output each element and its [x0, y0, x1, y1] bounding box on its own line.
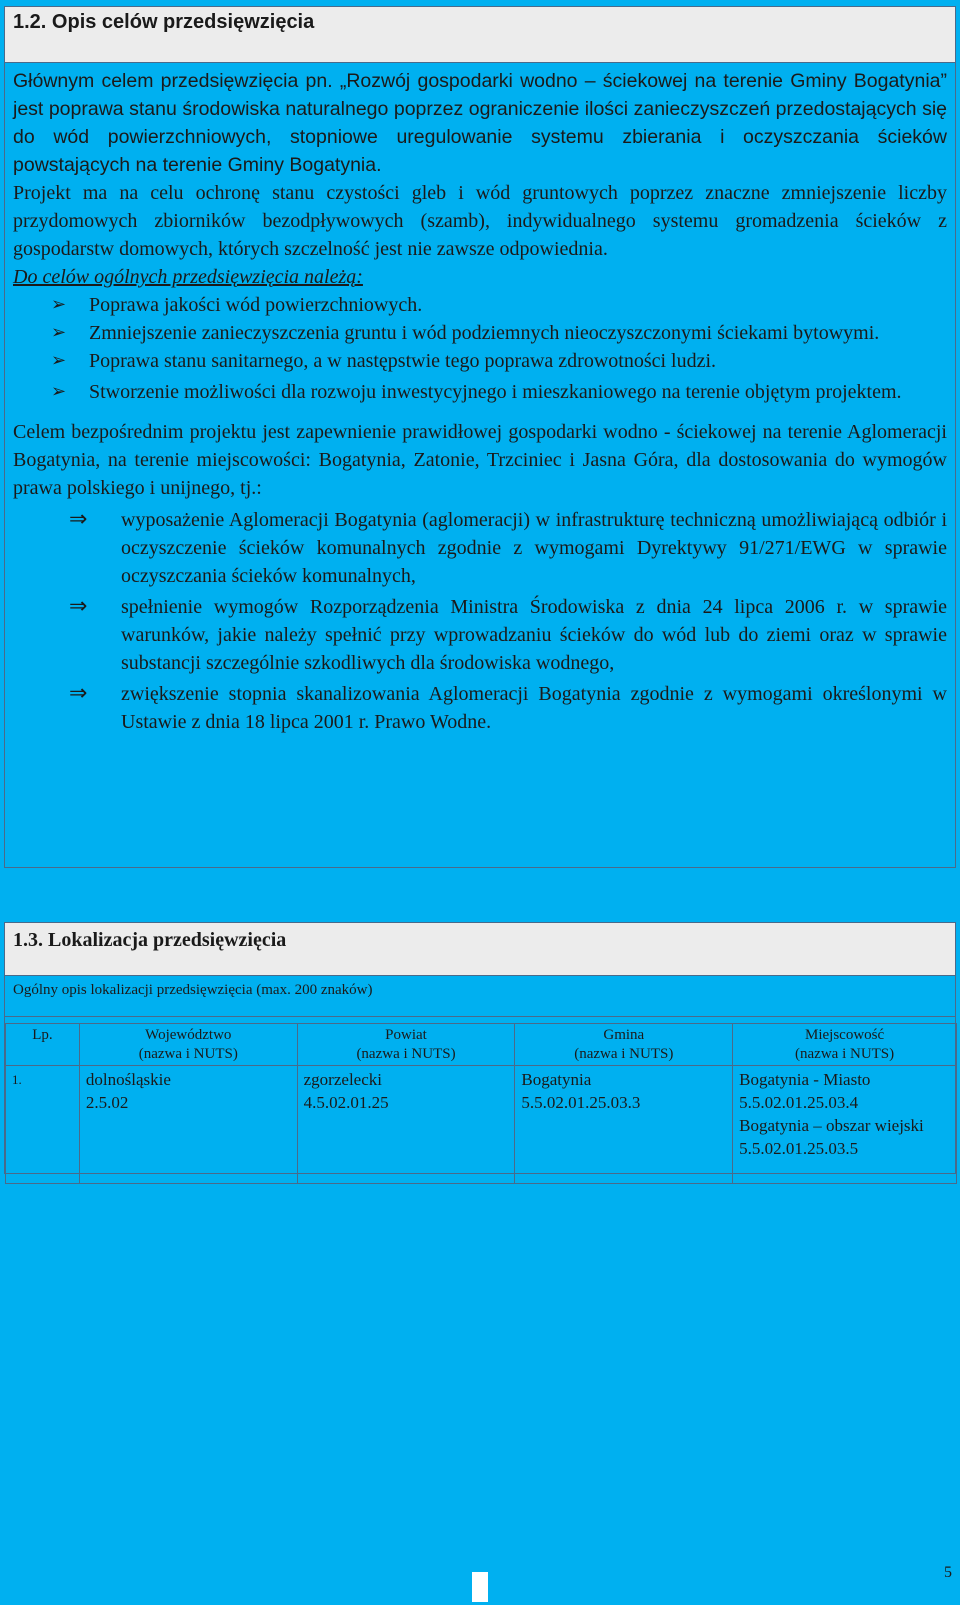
goal-paragraph-soil: Projekt ma na celu ochronę stanu czystości gleb i wód gruntowych poprzez znaczne zmniejszenie liczby przydomowych zbiorników bezodpływowych (szamb), indywidualnego systemu gromadzenia ścieków z gospodarstw domowych, których szczelność jest nie zawsze odpowiednia.	[13, 182, 947, 260]
general-goal-item: ➢ Stworzenie możliwości dla rozwoju inwestycyjnego i mieszkaniowego na terenie objętym projektem.	[13, 375, 947, 409]
table-header-row	[6, 1024, 957, 1066]
section-title-goals: 1.2. Opis celów przedsięwzięcia	[5, 7, 955, 63]
column-header-wojewodztwo: Województwo (nazwa i NUTS)	[79, 1024, 297, 1066]
page-marker-block	[472, 1572, 488, 1602]
arrowhead-bullet-icon: ➢	[51, 350, 67, 371]
cell-powiat: zgorzelecki 4.5.02.01.25	[297, 1066, 515, 1184]
general-goal-item: ➢ Poprawa jakości wód powierzchniowych.	[13, 291, 947, 319]
page-number: 5	[944, 1564, 952, 1581]
section-title-location: 1.3. Lokalizacja przedsięwzięcia	[5, 923, 955, 976]
direct-goal-item: ⇒ zwiększenie stopnia skanalizowania Aglomeracji Bogatynia zgodnie z wymogami określonymi w Ustawie z dnia 18 lipca 2001 r. Prawo Wodne.	[69, 681, 947, 733]
section-location	[4, 922, 956, 1174]
cell-miejscowosc: Bogatynia - Miasto 5.5.02.01.25.03.4 Bogatynia – obszar wiejski 5.5.02.01.25.03.5	[733, 1066, 957, 1184]
goal-paragraph-main: Głównym celem przedsięwzięcia pn. „Rozwój gospodarki wodno – ściekowej na terenie Gminy Bogatynia” jest poprawa stanu środowiska naturalnego poprzez ograniczenie ilości zanieczyszczeń przedostających się do wód powierzchniowych, stopniowe uregulowanie systemu zbierania i oczyszczania ścieków powstających na terenie Gminy Bogatynia.	[13, 70, 947, 176]
general-goals-list	[13, 291, 947, 409]
implies-arrow-icon: ⇒	[69, 594, 88, 619]
column-header-miejscowosc: Miejscowość (nazwa i NUTS)	[733, 1024, 957, 1066]
location-table	[5, 1023, 957, 1184]
cell-gmina: Bogatynia 5.5.02.01.25.03.3	[515, 1066, 733, 1184]
direct-goal-item: ⇒ spełnienie wymogów Rozporządzenia Ministra Środowiska z dnia 24 lipca 2006 r. w sprawie warunków, jakie należy spełnić przy wprowadzaniu ścieków do wód lub do ziemi oraz w sprawie substancji szczególnie szkodliwych dla środowiska wodnego,	[69, 594, 947, 674]
column-header-gmina: Gmina (nazwa i NUTS)	[515, 1024, 733, 1066]
direct-goal-item: ⇒ wyposażenie Aglomeracji Bogatynia (aglomeracji) w infrastrukturę techniczną umożliwiającą odbiór i oczyszczenie ścieków komunalnych zgodnie z wymogami Dyrektywy 91/271/EWG w sprawie oczyszczania ścieków komunalnych,	[69, 507, 947, 587]
direct-goal-list	[13, 506, 947, 736]
direct-goal-paragraph: Celem bezpośrednim projektu jest zapewnienie prawidłowej gospodarki wodno - ściekowej na terenie Aglomeracji Bogatynia, na terenie miejscowości: Bogatynia, Zatonie, Trzciniec i Jasna Góra, dla dostosowania do wymogów prawa polskiego i unijnego, tj.:	[13, 421, 947, 499]
implies-arrow-icon: ⇒	[69, 507, 88, 532]
table-row	[6, 1066, 957, 1184]
column-header-lp: Lp.	[6, 1024, 80, 1066]
section-goals	[4, 6, 956, 868]
implies-arrow-icon: ⇒	[69, 681, 88, 706]
cell-wojewodztwo: dolnośląskie 2.5.02	[79, 1066, 297, 1184]
general-goals-heading: Do celów ogólnych przedsięwzięcia należą:	[13, 266, 363, 288]
arrowhead-bullet-icon: ➢	[51, 294, 67, 315]
cell-lp: 1.	[6, 1066, 80, 1184]
arrowhead-bullet-icon: ➢	[51, 322, 67, 343]
arrowhead-bullet-icon: ➢	[51, 381, 67, 402]
general-goal-item: ➢ Zmniejszenie zanieczyszczenia gruntu i wód podziemnych nieoczyszczonymi ściekami bytowymi.	[13, 319, 947, 347]
column-header-powiat: Powiat (nazwa i NUTS)	[297, 1024, 515, 1066]
location-description-label: Ogólny opis lokalizacji przedsięwzięcia (max. 200 znaków)	[5, 976, 955, 1017]
general-goal-item: ➢ Poprawa stanu sanitarnego, a w następstwie tego poprawa zdrowotności ludzi.	[13, 347, 947, 375]
